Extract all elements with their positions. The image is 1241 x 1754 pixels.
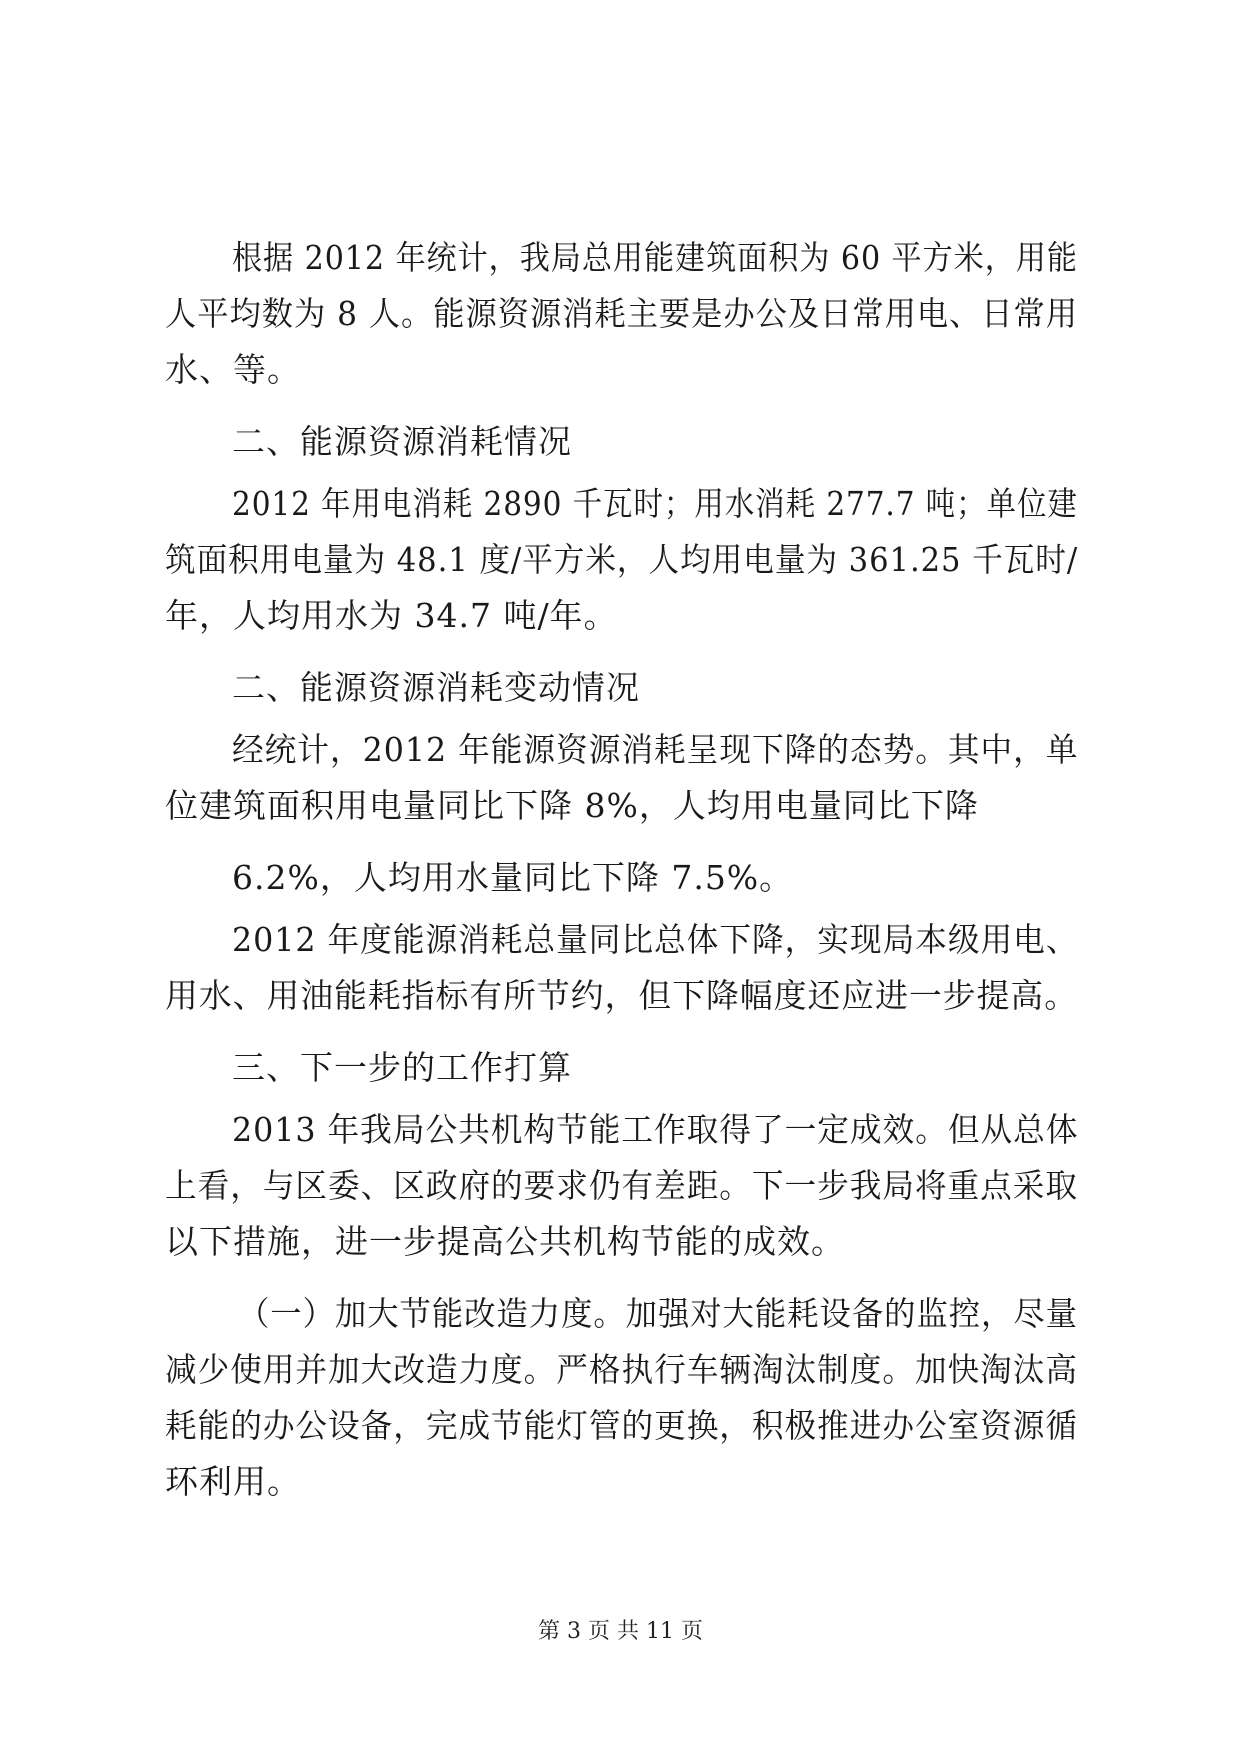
paragraph-line: 经统计，2012 年能源资源消耗呈现下降的态势。其中，单 [232,730,1079,769]
paragraph-line: 2012 年度能源消耗总量同比总体下降，实现局本级用电、 [232,920,1079,959]
paragraph-line: 耗能的办公设备，完成节能灯管的更换，积极推进办公室资源循 [165,1406,1078,1445]
paragraph-line: 根据 2012 年统计，我局总用能建筑面积为 60 平方米，用能 [232,238,1078,277]
section-heading: 二、能源资源消耗情况 [232,422,572,461]
paragraph-line: 位建筑面积用电量同比下降 8%，人均用电量同比下降 [165,786,979,825]
paragraph-line: 2012 年用电消耗 2890 千瓦时；用水消耗 277.7 吨；单位建 [232,484,1078,523]
paragraph-line: 6.2%，人均用水量同比下降 7.5%。 [232,858,794,897]
paragraph-line: 环利用。 [165,1462,301,1501]
paragraph-line: 上看，与区委、区政府的要求仍有差距。下一步我局将重点采取 [165,1166,1078,1205]
paragraph-line: 人平均数为 8 人。能源资源消耗主要是办公及日常用电、日常用 [165,294,1079,333]
paragraph-line: 2013 年我局公共机构节能工作取得了一定成效。但从总体 [232,1110,1079,1149]
paragraph-line: （一）加大节能改造力度。加强对大能耗设备的监控，尽量 [238,1294,1078,1333]
paragraph-line: 水、等。 [165,350,301,389]
section-heading: 二、能源资源消耗变动情况 [232,668,640,707]
paragraph-line: 以下措施，进一步提高公共机构节能的成效。 [165,1222,845,1261]
paragraph-line: 用水、用油能耗指标有所节约，但下降幅度还应进一步提高。 [165,976,1079,1015]
paragraph-line: 减少使用并加大改造力度。严格执行车辆淘汰制度。加快淘汰高 [165,1350,1078,1389]
paragraph-line: 筑面积用电量为 48.1 度/平方米，人均用电量为 361.25 千瓦时/ [165,540,1079,579]
page-number-footer: 第 3 页 共 11 页 [538,1619,703,1644]
section-heading: 三、下一步的工作打算 [232,1048,572,1087]
paragraph-line: 年，人均用水为 34.7 吨/年。 [165,596,618,635]
